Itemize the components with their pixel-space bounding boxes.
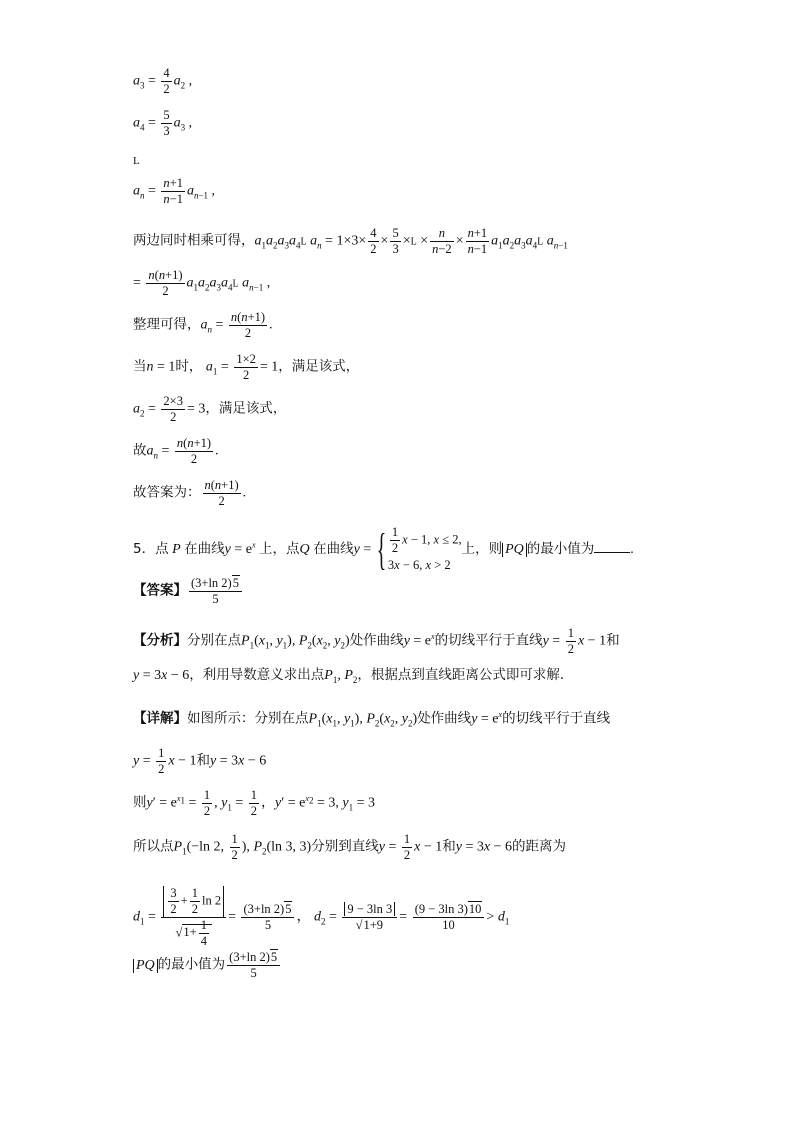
conclusion: 故$a_n$ = $\frac{n(n+1)}{2}$ . bbox=[133, 436, 219, 466]
eq-a4: $a_4$ = $\frac{5}{3}$ $a_3$ , bbox=[133, 108, 193, 138]
check-n1: 当n = 1时， $a_1$ = $\frac{1\times 2}{2}$ = 1，满足该式， bbox=[133, 352, 360, 382]
ellipsis-line: L bbox=[133, 155, 140, 167]
eq-product-2: = $\frac{n(n+1)}{2}$ $a_1a_2a_3a_4L$ $a_{n-1}$ , bbox=[133, 268, 271, 298]
detail-6: PQ 的最小值为 $\frac{(3+\ln 2)5}{5}$ bbox=[133, 950, 282, 981]
analysis-2: y = 3x − 6，利用导数意义求出点$P_1$, $P_2$，根据点到直线距离公式即可求解． bbox=[133, 667, 574, 685]
eq-product: 两边同时相乘可得，$a_1a_2a_3a_4L$ $a_n = 1\times 3\times$ $\frac{4}{2}$ × $\frac{5}{3}$ ×L × $\frac{n}{n-2}$ × $\frac{n+1}{n-1}$ $a_1a_2a_3a_4L$ $a_{n-1}$ bbox=[133, 226, 568, 256]
detail-1: 【详解】如图所示：分别在点$P_1(x_1$, $y_1$), $P_2(x_2$, $y_2$)处作曲线$y = e^x$的切线平行于直线 bbox=[133, 710, 611, 729]
question-5: 5．点 P 在曲线$y = e^x$ 上，点Q 在曲线y = { $\frac{1}{2}$ x − 1, x ≤ 2, 3x − 6, x > 2 上，则 PQ 的最小值为 . bbox=[133, 525, 634, 574]
eq-simplified: 整理可得，$a_n$ = $\frac{n(n+1)}{2}$ . bbox=[133, 310, 273, 340]
detail-5: $d_1$ = $\frac{3}{2}$ + $\frac{1}{2}$ ln 2 √1+ $\frac{1}{4}$ = $\frac{(3+\ln 2)5}{5}$ ， $d_2$ = $\frac{9 - 3\ln 3}{√1+9}$ = $\frac{(9 - 3\ln 3)10}{10}$ > $d_1$ bbox=[133, 886, 510, 948]
detail-4: 所以点$P_1(-\ln$ 2, $\frac{1}{2}$ ), $P_2(\ln$ 3, 3)分别到直线y = $\frac{1}{2}$ x − 1和y = 3x − 6的距离为 bbox=[133, 832, 566, 862]
answer-line: 故答案为： $\frac{n(n+1)}{2}$ . bbox=[133, 478, 247, 508]
analysis-1: 【分析】分别在点$P_1(x_1$, $y_1$), $P_2(x_2$, $y_2$)处作曲线$y = e^x$的切线平行于直线y = $\frac{1}{2}$ x − 1和 bbox=[133, 626, 620, 656]
eq-an: $a_n$ = $\frac{n+1}{n-1}$ $a_{n-1}$ , bbox=[133, 176, 216, 206]
detail-2: y = $\frac{1}{2}$ x − 1和y = 3x − 6 bbox=[133, 746, 267, 776]
eq-a3: $a_3$ = $\frac{4}{2}$ $a_2$ , bbox=[133, 66, 193, 96]
check-n2: $a_2$ = $\frac{2\times 3}{2}$ = 3，满足该式， bbox=[133, 394, 287, 424]
detail-3: 则$y' = e^{x_1}$ = $\frac{1}{2}$ , $y_1$ = $\frac{1}{2}$ ，$y' = e^{x_2} = 3$, $y_1 = 3$ bbox=[133, 788, 375, 818]
answer-block: 【答案】 $\frac{(3+\ln 2)5}{5}$ bbox=[133, 576, 244, 607]
